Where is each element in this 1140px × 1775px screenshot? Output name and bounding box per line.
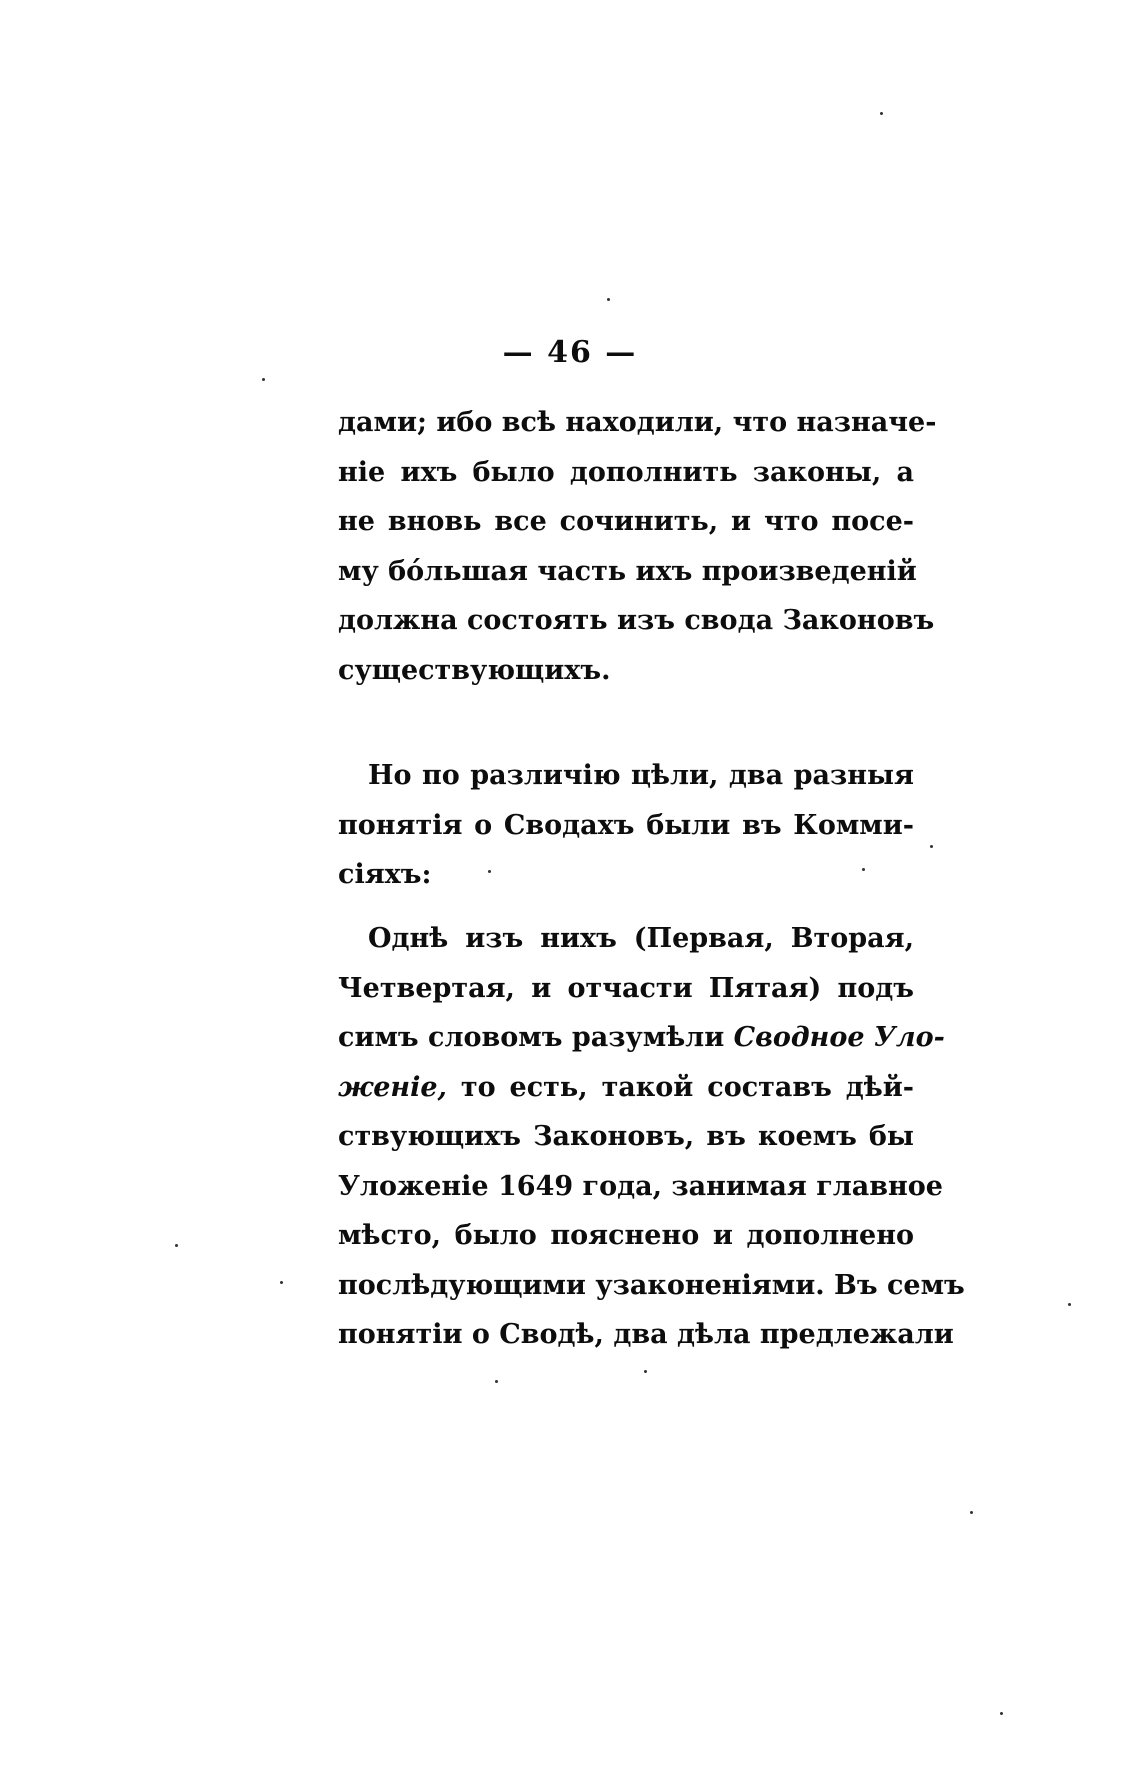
scan-speck [862,868,865,871]
scan-speck [495,1380,498,1383]
scan-speck [1000,1712,1003,1715]
text-segment: симъ словомъ разумѣли [338,1022,734,1053]
text-line: дами; ибо всѣ находили, что назначе- [338,407,937,438]
scan-speck [175,1244,178,1247]
text-line: Четвертая, и отчасти Пятая) подъ [338,972,914,1004]
text-line: мѣсто, было пояснено и дополнено [338,1220,914,1251]
scan-speck [262,378,265,381]
scan-speck [644,1370,647,1373]
paragraph-1 [338,398,937,695]
text-line: му бо́льшая часть ихъ произведеній [338,555,917,587]
text-segment: то есть, такой составъ дѣй- [446,1071,914,1103]
text-line: ствующихъ Законовъ, въ коемъ бы [338,1121,914,1152]
text-line: понятіи о Сводѣ, два дѣла предлежали [338,1319,954,1350]
scan-speck [970,1511,973,1514]
scan-speck [488,870,491,873]
italic-term: Сводное Уло- [733,1022,945,1053]
text-line: должна состоять изъ свода Законовъ [338,605,935,636]
scan-speck [880,112,883,115]
text-line-mixed [338,1063,914,1113]
text-line: не вновь все сочинить, и что посе- [338,506,914,537]
text-line: Но по различію цѣли, два разныя [368,760,914,791]
paragraph-2 [338,751,914,900]
scan-speck [1068,1303,1071,1306]
text-line: Однѣ изъ нихъ (Первая, Вторая, [368,923,914,954]
page-number: — 46 — [502,335,638,370]
text-line: Уложеніе 1649 года, занимая главное [338,1170,943,1202]
text-line: существующихъ. [338,654,611,686]
italic-term: женіе, [338,1071,447,1103]
text-line: послѣдующими узаконеніями. Въ семъ [338,1269,965,1301]
text-line: ніе ихъ было дополнить законы, а [338,456,914,488]
scan-speck [280,1281,283,1284]
scan-speck [607,298,610,301]
text-line: понятія о Сводахъ были въ Комми- [338,809,914,841]
scan-speck [930,845,933,848]
paragraph-3 [338,914,965,1360]
text-line-mixed [338,1013,945,1063]
text-line: сіяхъ: [338,859,432,890]
